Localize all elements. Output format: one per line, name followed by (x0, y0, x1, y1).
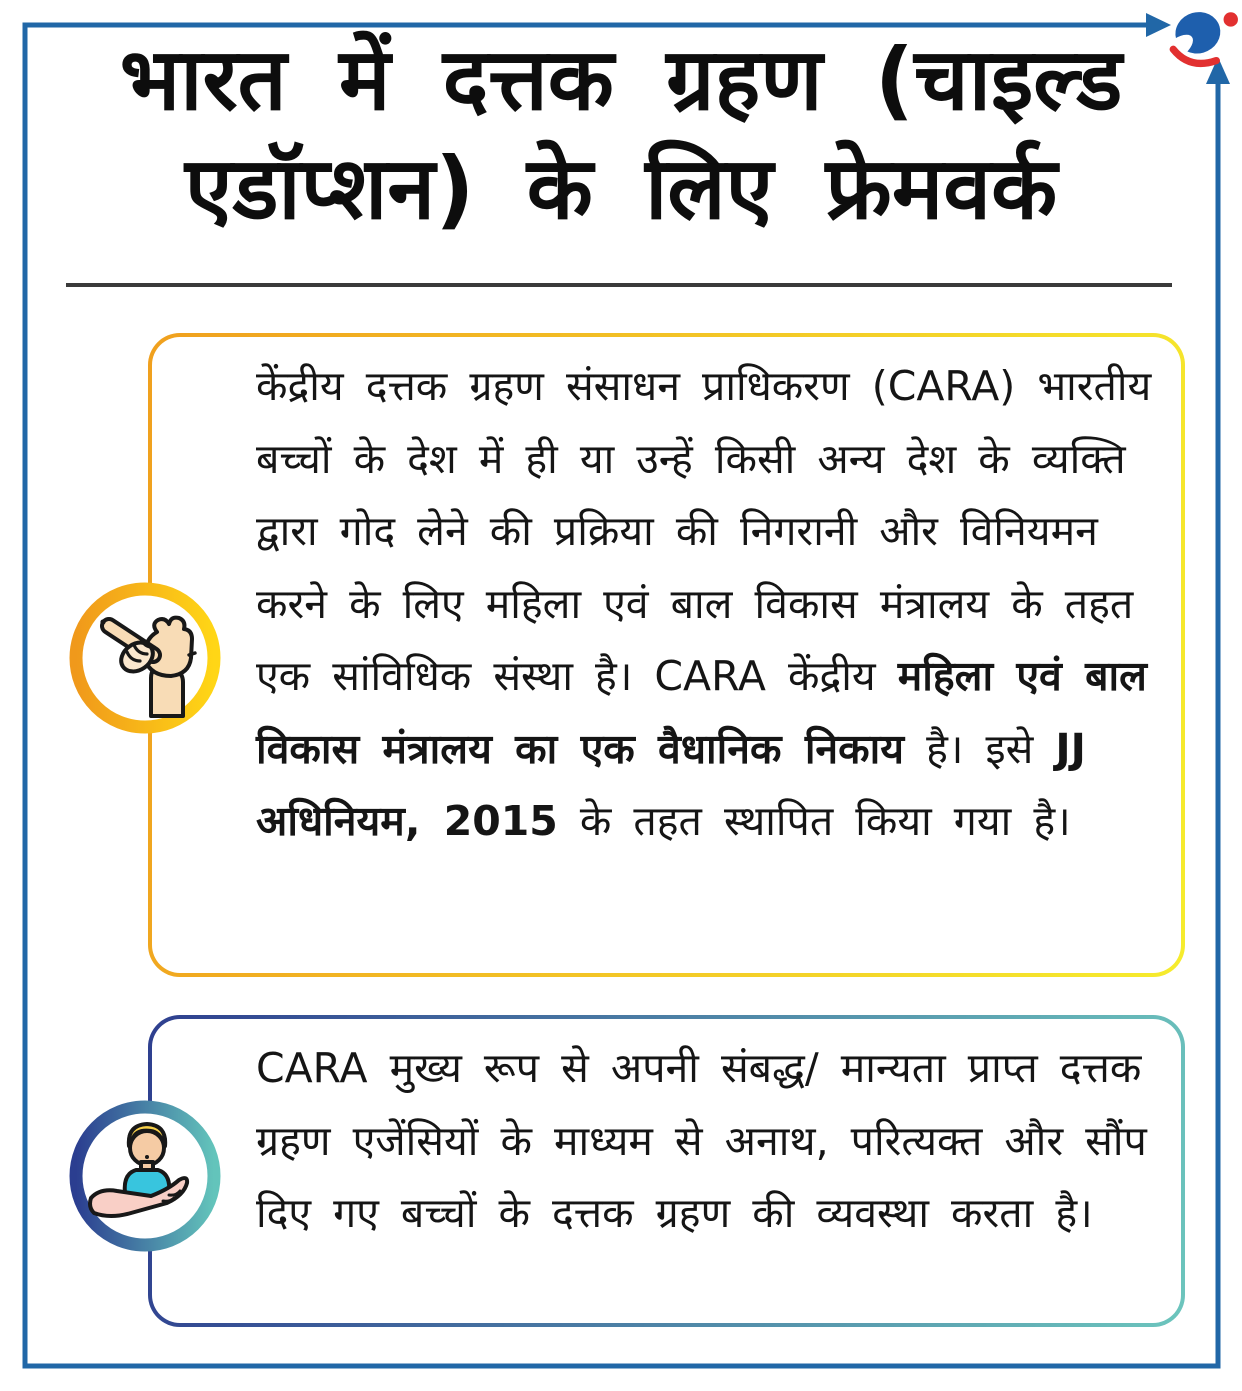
holding-finger-badge (65, 578, 225, 738)
cara-definition-text: केंद्रीय दत्तक ग्रहण संसाधन प्राधिकरण (CARA) भारतीय बच्चों के देश में ही या उन्हें किसी अन्य देश के व्यक्ति द्वारा गोद लेने की प्रक्रिया की निगरानी और विनियमन करने के लिए महिला एवं बाल विकास मंत्रालय के तहत एक सांविधिक संस्था है। CARA केंद्रीय महिला एवं बाल विकास मंत्रालय का एक वैधानिक निकाय है। इसे JJ अधिनियम, 2015 के तहत स्थापित किया गया है। (256, 362, 1152, 845)
page-title: भारत में दत्तक ग्रहण (चाइल्ड एडॉप्शन) के लिए फ्रेमवर्क (119, 30, 1123, 240)
cara-role-text: CARA मुख्य रूप से अपनी संबद्ध/ मान्यता प्राप्त दत्तक ग्रहण एजेंसियों के माध्यम से अनाथ, परित्यक्त और सौंप दिए गए बच्चों के दत्तक ग्रहण की व्यवस्था करता है। (256, 1044, 1147, 1237)
title-divider (66, 283, 1172, 287)
child-in-palm-badge (65, 1096, 225, 1256)
cara-definition-card (148, 333, 1185, 977)
cara-role-card (148, 1015, 1185, 1327)
